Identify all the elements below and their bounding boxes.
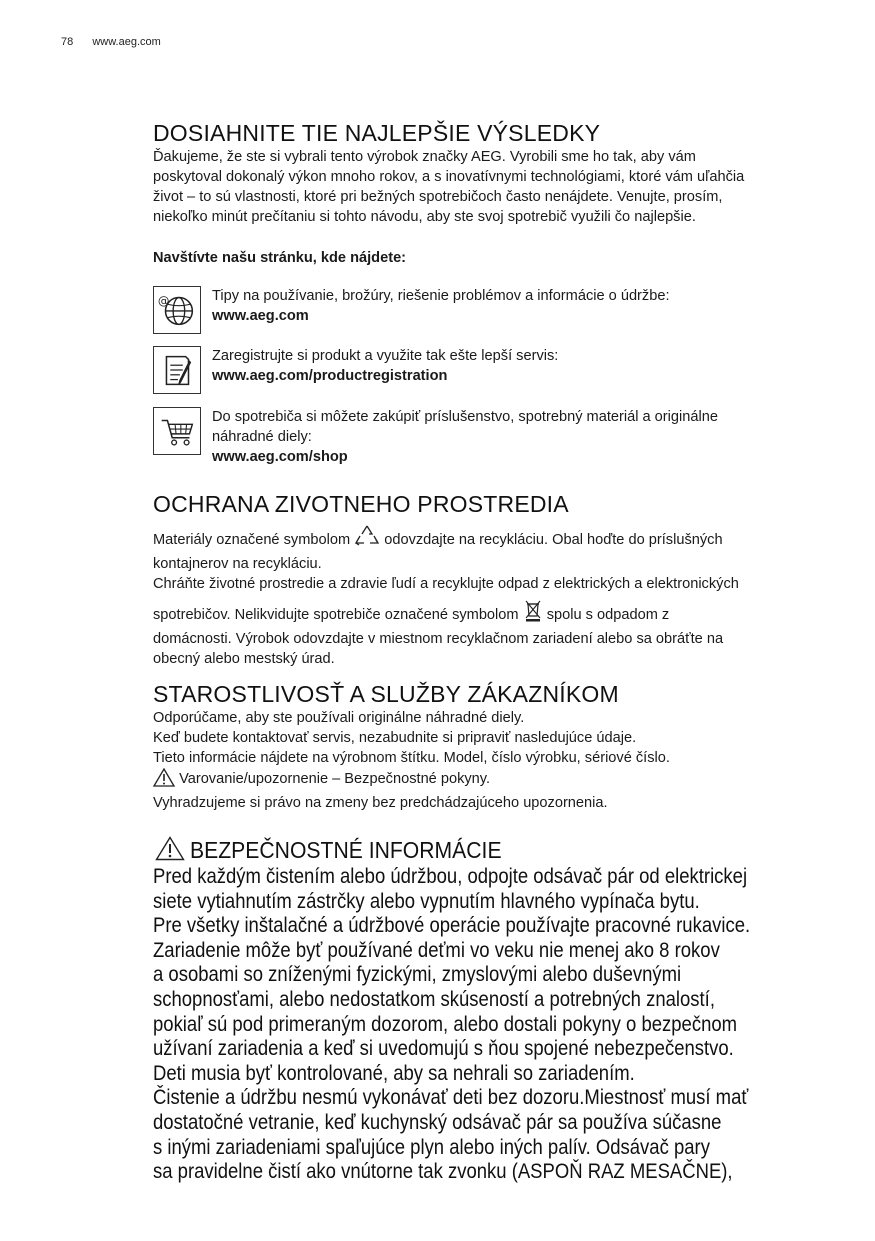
- link-description: náhradné diely:: [212, 429, 312, 445]
- globe-icon: [153, 286, 201, 334]
- svg-text:@: @: [157, 293, 170, 308]
- intro-line: niekoľko minút prečítaniu si tohto návodu, aby ste svoj spotrebič využili čo najlepšie.: [153, 209, 696, 225]
- page-header: [61, 36, 161, 48]
- environment-text: spolu s odpadom z: [546, 607, 670, 623]
- link-description: Zaregistrujte si produkt a využite tak ešte lepší servis:: [212, 348, 559, 364]
- customer-text: Vyhradzujeme si právo na zmeny bez predchádzajúceho upozornenia.: [153, 795, 608, 811]
- warning-icon: [153, 768, 175, 793]
- recycle-icon: [354, 524, 380, 554]
- safety-line: Pred každým čistením alebo údržbou, odpojte odsávač pár od elektrickej: [153, 864, 748, 888]
- safety-line: Čistenie a údržbu nesmú vykonávať deti bez dozoru.Miestnosť musí mať: [153, 1085, 749, 1110]
- customer-text: Tieto informácie nájdete na výrobnom štítku. Model, číslo výrobku, sériové číslo.: [153, 750, 670, 766]
- environment-text: spotrebičov. Nelikvidujte spotrebiče označené symbolom: [153, 607, 519, 623]
- safety-line: Pre všetky inštalačné a údržbové operácie používajte pracovné rukavice.: [153, 913, 751, 938]
- environment-text: kontajnerov na recykláciu.: [153, 556, 322, 572]
- environment-section: [153, 490, 853, 669]
- safety-line: schopnosťami, alebo nedostatkom skúseností a potrebných znalostí,: [153, 986, 715, 1011]
- safety-line: dostatočné vetranie, keď kuchynský odsávač pár sa používa súčasne: [153, 1109, 722, 1134]
- register-icon: [153, 346, 201, 394]
- safety-line: s inými zariadeniami spaľujúce plyn alebo iných palív. Odsávač pary: [153, 1134, 710, 1159]
- safety-line: siete vytiahnutím zástrčky alebo vypnutím hlavného vypínača bytu.: [153, 888, 700, 913]
- safety-body: [153, 864, 832, 1184]
- intro-line: poskytoval dokonalý výkon mnoho rokov, a s inovatívnymi technológiami, ktoré vám uľahčia: [153, 169, 745, 185]
- environment-text: odovzdajte na recykláciu. Obal hoďte do príslušných: [384, 532, 723, 548]
- visit-label: Navštívte našu stránku, kde nájdete:: [153, 250, 407, 266]
- intro-section: [153, 119, 838, 227]
- link-url-main[interactable]: www.aeg.com: [212, 308, 309, 324]
- safety-line: Deti musia byť kontrolované, aby sa nehrali so zariadením.: [153, 1060, 635, 1085]
- intro-line: život – to sú vlastnosti, ktoré pri bežných spotrebičoch často nenájdete. Venujte, prosím,: [153, 189, 723, 205]
- safety-line: a osobami so zníženými fyzickými, zmyslovými alebo duševnými: [153, 962, 682, 987]
- cart-icon: [153, 407, 201, 455]
- safety-line: pokiaľ sú pod primeraným dozorom, alebo dostali pokyny o bezpečnom: [153, 1011, 738, 1036]
- safety-section: [153, 836, 853, 1184]
- header-site: www.aeg.com: [92, 36, 161, 48]
- warning-text: Varovanie/upozornenie – Bezpečnostné pokyny.: [179, 771, 491, 787]
- safety-line: sa pravidelne čistí ako vnútorne tak zvonku (ASPOŇ RAZ MESAČNE),: [153, 1159, 733, 1184]
- customer-section: [153, 680, 838, 813]
- safety-warning-icon: [155, 836, 185, 866]
- customer-text: Odporúčame, aby ste používali originálne náhradné diely.: [153, 710, 525, 726]
- environment-text: Materiály označené symbolom: [153, 532, 351, 548]
- environment-text: Chráňte životné prostredie a zdravie ľudí a recyklujte odpad z elektrických a elektronických: [153, 576, 739, 592]
- link-url-registration[interactable]: www.aeg.com/productregistration: [212, 368, 448, 384]
- safety-line: Zariadenie môže byť používané deťmi vo veku nie menej ako 8 rokov: [153, 937, 720, 962]
- customer-text: Keď budete kontaktovať servis, nezabudnite si pripraviť nasledujúce údaje.: [153, 730, 637, 746]
- intro-line: Ďakujeme, že ste si vybrali tento výrobok značky AEG. Vyrobili sme ho tak, aby vám: [153, 149, 696, 165]
- safety-title: BEZPEČNOSTNÉ INFORMÁCIE: [190, 837, 502, 863]
- safety-line: užívaní zariadenia a keď si uvedomujú s ňou spojené nebezpečenstvo.: [153, 1036, 734, 1061]
- environment-title: OCHRANA ZIVOTNEHO PROSTREDIA: [153, 491, 569, 517]
- environment-text: domácnosti. Výrobok odovzdajte v miestnom recyklačnom zariadení alebo sa obráťte na: [153, 631, 724, 647]
- crossed-bin-icon: [523, 599, 543, 629]
- environment-text: obecný alebo mestský úrad.: [153, 651, 335, 667]
- intro-title: DOSIAHNITE TIE NAJLEPŠIE VÝSLEDKY: [153, 120, 601, 146]
- page-number: 78: [61, 36, 74, 48]
- link-url-shop[interactable]: www.aeg.com/shop: [212, 449, 348, 465]
- customer-title: STAROSTLIVOSŤ A SLUŽBY ZÁKAZNÍKOM: [153, 681, 619, 707]
- link-description: Do spotrebiča si môžete zakúpiť príslušenstvo, spotrebný materiál a originálne: [212, 409, 718, 425]
- link-description: Tipy na používanie, brožúry, riešenie problémov a informácie o údržbe:: [212, 288, 670, 304]
